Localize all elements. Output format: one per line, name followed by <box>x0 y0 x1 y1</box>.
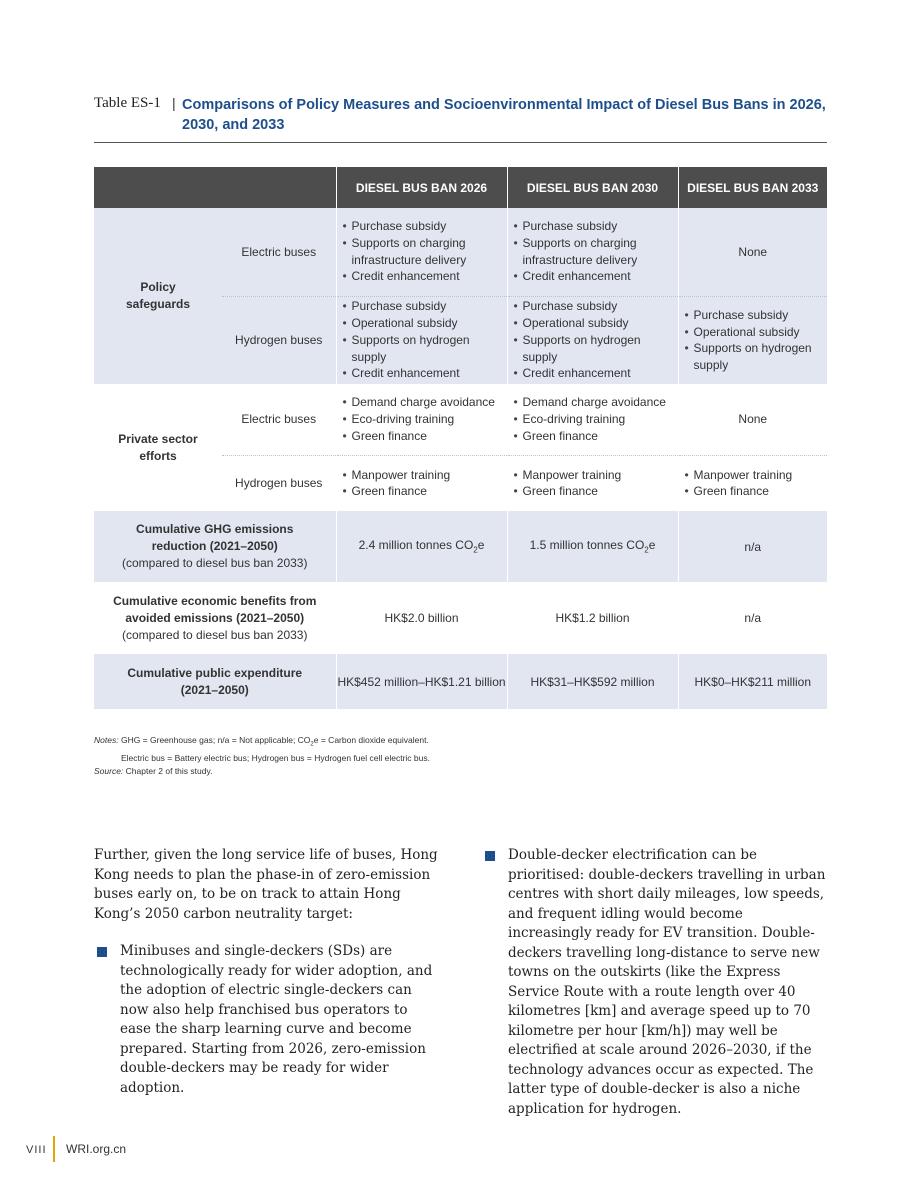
private-hydrogen-label: Hydrogen buses <box>235 476 323 491</box>
private-electric-2026 <box>336 384 507 455</box>
list-item: • Supports on hydrogen supply <box>343 332 507 365</box>
list-item: • Manpower training <box>514 467 678 484</box>
list-item: • Demand charge avoidance <box>514 394 678 411</box>
list-item: • Credit enhancement <box>514 365 678 382</box>
economic-label-note: (compared to diesel bus ban 2033) <box>122 627 308 642</box>
table-label: Table ES-1 <box>94 95 161 111</box>
policy-electric-2030 <box>507 208 678 296</box>
economic-2026: HK$2.0 billion <box>336 582 507 654</box>
bullet-1-text: Minibuses and single-deckers (SDs) are technologically ready for wider adoption, and the adoption of electric single-deckers can now also help franchised bus operators to ease the sharp learning curve and become prepared. Starting from 2026, zero-emission double-deckers may be ready for wider adoption. <box>120 943 433 1096</box>
list-item: • Eco-driving training <box>514 411 678 428</box>
expenditure-2033: HK$0–HK$211 million <box>678 654 827 709</box>
ghg-2030-sub: 2 <box>644 545 649 555</box>
notes-line-1a: GHG = Greenhouse gas; n/a = Not applicable; CO <box>120 735 311 745</box>
header-ban-2026: DIESEL BUS BAN 2026 <box>336 167 507 208</box>
list-item: • Demand charge avoidance <box>343 394 507 411</box>
body-right-column <box>482 846 827 1119</box>
table-notes <box>94 734 430 778</box>
private-sector-label: Private sector efforts <box>118 431 198 463</box>
source-line <box>94 765 430 778</box>
policy-safeguards-label: Policy safeguards <box>125 280 191 311</box>
bullet-item-2 <box>482 846 827 1119</box>
ghg-2026-value: 2.4 million tonnes CO <box>358 538 474 553</box>
intro-paragraph: Further, given the long service life of buses, Hong Kong needs to plan the phase-in of zero-emission buses early on, to be on track to attain Hong Kong’s 2050 carbon neutrality target: <box>94 847 438 922</box>
expenditure-label-bold: Cumulative public expenditure (2021–2050) <box>127 665 303 697</box>
header-empty <box>94 167 336 208</box>
ghg-2026-suffix: e <box>477 538 485 553</box>
list-item: • Purchase subsidy <box>343 218 507 235</box>
policy-electric-2033: None <box>678 208 827 296</box>
body-left-column <box>94 846 439 1098</box>
expenditure-2030: HK$31–HK$592 million <box>507 654 678 709</box>
private-hydrogen-2030 <box>507 455 678 511</box>
source-label: Source: <box>94 765 124 776</box>
list-item: • Credit enhancement <box>343 268 507 285</box>
notes-line-1-sub: 2 <box>310 741 314 748</box>
notes-line-2: Electric bus = Battery electric bus; Hydrogen bus = Hydrogen fuel cell electric bus. <box>121 752 430 763</box>
ghg-2030 <box>507 511 678 582</box>
list-item: • Operational subsidy <box>685 324 828 341</box>
table-row <box>94 208 827 296</box>
policy-hydrogen-2026 <box>336 296 507 384</box>
expenditure-2026: HK$452 million–HK$1.21 billion <box>336 654 507 709</box>
list-item: • Green finance <box>343 483 507 500</box>
caption-rule <box>94 142 827 143</box>
private-electric-label: Electric buses <box>222 384 336 455</box>
private-hydrogen-2033 <box>678 455 827 511</box>
bullet-item-1 <box>94 942 439 1098</box>
table-row <box>94 654 827 709</box>
ghg-2033: n/a <box>678 511 827 582</box>
policy-hydrogen-2030 <box>507 296 678 384</box>
list-item: • Manpower training <box>685 467 828 484</box>
private-hydrogen-2026 <box>336 455 507 511</box>
row-group-private-sector <box>94 384 222 511</box>
list-item: • Supports on charging infrastructure delivery <box>343 235 507 268</box>
notes-label: Notes: <box>94 735 119 745</box>
notes-line-1 <box>94 734 430 752</box>
bullet-2-text: Double-decker electrification can be prioritised: double-deckers travelling in urban centres with short daily mileages, low speeds, and frequent idling would become increasingly ready for EV transition. Double-deckers travelling long-distance to serve new towns on the outskirts (like the Express Service Route with a route length over 40 kilometres [km] and average speed up to 70 kilometre per hour [km/h]) may well be electrified at scale around 2026–2030, if the technology advances occur as expected. The latter type of double-decker is also a niche application for hydrogen. <box>508 847 826 1117</box>
list-item: • Green finance <box>514 483 678 500</box>
square-bullet-icon <box>97 947 107 957</box>
row-group-policy-safeguards <box>94 208 222 384</box>
list-item: • Credit enhancement <box>514 268 678 285</box>
policy-electric-label: Electric buses <box>222 208 336 296</box>
list-item: • Purchase subsidy <box>514 298 678 315</box>
list-item: • Operational subsidy <box>343 315 507 332</box>
ghg-label <box>94 511 336 582</box>
header-ban-2033: DIESEL BUS BAN 2033 <box>678 167 827 208</box>
list-item: • Purchase subsidy <box>343 298 507 315</box>
policy-comparison-table <box>94 167 827 709</box>
expenditure-label <box>94 654 336 709</box>
list-item: • Green finance <box>343 428 507 445</box>
caption-separator: | <box>172 95 176 111</box>
economic-label <box>94 582 336 654</box>
policy-hydrogen-2033 <box>678 296 827 384</box>
ghg-2026-sub: 2 <box>473 545 478 555</box>
list-item: • Credit enhancement <box>343 365 507 382</box>
list-item: • Purchase subsidy <box>685 307 828 324</box>
source-text: Chapter 2 of this study. <box>125 765 213 776</box>
notes-line-1b: e = Carbon dioxide equivalent. <box>313 735 429 745</box>
table-row <box>94 384 827 455</box>
list-item: • Manpower training <box>343 467 507 484</box>
list-item: • Green finance <box>514 428 678 445</box>
list-item: • Eco-driving training <box>343 411 507 428</box>
ghg-2030-value: 1.5 million tonnes CO <box>529 538 645 553</box>
list-item: • Supports on charging infrastructure delivery <box>514 235 678 268</box>
table-header-row <box>94 167 827 208</box>
private-electric-2033: None <box>678 384 827 455</box>
economic-2030: HK$1.2 billion <box>507 582 678 654</box>
policy-electric-2026 <box>336 208 507 296</box>
page-number: VIII <box>26 1144 47 1156</box>
economic-label-bold: Cumulative economic benefits from avoided emissions (2021–2050) <box>113 593 317 625</box>
footer-site-link[interactable]: WRI.org.cn <box>66 1142 127 1156</box>
ghg-label-bold: Cumulative GHG emissions reduction (2021–2050) <box>136 522 294 553</box>
table-row <box>94 582 827 654</box>
list-item: • Green finance <box>685 483 828 500</box>
list-item: • Supports on hydrogen supply <box>685 340 828 373</box>
ghg-2030-suffix: e <box>648 538 656 553</box>
list-item: • Purchase subsidy <box>514 218 678 235</box>
list-item: • Operational subsidy <box>514 315 678 332</box>
economic-2033: n/a <box>678 582 827 654</box>
list-item: • Supports on hydrogen supply <box>514 332 678 365</box>
square-bullet-icon <box>485 851 495 861</box>
ghg-label-note: (compared to diesel bus ban 2033) <box>122 556 308 570</box>
header-ban-2030: DIESEL BUS BAN 2030 <box>507 167 678 208</box>
table-title: Comparisons of Policy Measures and Socioenvironmental Impact of Diesel Bus Bans in 2026, 2030, and 2033 <box>182 97 826 133</box>
ghg-2026 <box>336 511 507 582</box>
policy-hydrogen-label: Hydrogen buses <box>235 333 323 348</box>
private-electric-2030 <box>507 384 678 455</box>
table-row <box>94 511 827 582</box>
footer-divider <box>53 1136 55 1162</box>
